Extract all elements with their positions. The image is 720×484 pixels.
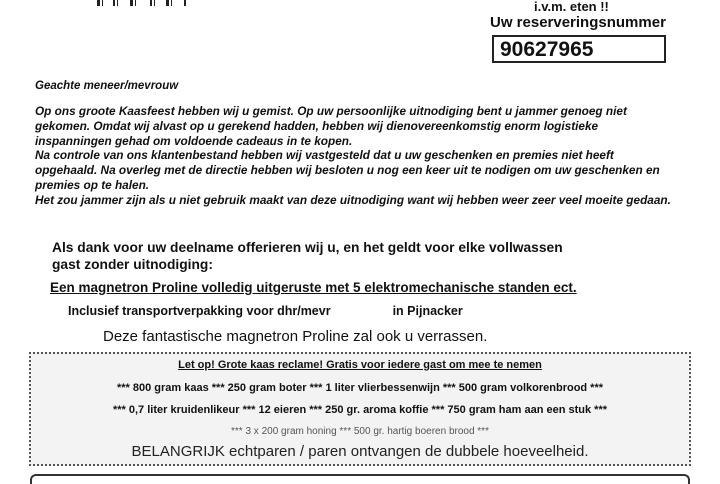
promo-items: *** 0,7 liter kruidenlikeur *** 12 eieren *** 250 gr. aroma koffie *** 750 gram ham aan een stuk *** bbox=[112, 404, 608, 416]
reservation-number: 90627965 bbox=[492, 35, 666, 63]
promo-box bbox=[29, 352, 691, 466]
transport-prefix: Inclusief transportverpakking voor dhr/mevr bbox=[68, 304, 331, 318]
offer-line: Als dank voor uw deelname offerieren wij u, en het geldt voor elke vollwassen bbox=[52, 240, 563, 255]
transport-location: in Pijnacker bbox=[392, 304, 463, 318]
promo-items: *** 3 x 200 gram honing *** 500 gr. hartig boeren brood *** bbox=[231, 426, 489, 437]
offer-line: gast zonder uitnodiging: bbox=[52, 257, 213, 272]
barcode-fragment bbox=[97, 0, 207, 6]
reservation-label: Uw reserveringsnummer bbox=[490, 14, 666, 31]
product-offer: Een magnetron Proline volledig uitgeruste met 5 elektromechanische standen ect. bbox=[50, 280, 577, 295]
promo-heading: Let op! Grote kaas reclame! Gratis voor iedere gast om mee te nemen bbox=[178, 359, 542, 371]
letter-paragraph: Op ons groote Kaasfeest hebben wij u gemist. Op uw persoonlijke uitnodiging bent u jammer genoeg niet gekomen. Omdat wij alvast op u gerekend hadden, hebben wij dienovereenkomstig enorm logistieke inspanningen gehad om voldoende cadeaus in te kopen. bbox=[35, 104, 627, 148]
letter-paragraph: Het zou jammer zijn als u niet gebruik maakt van deze uitnodiging want wij hebben weer zeer veel moeite gedaan. bbox=[35, 192, 671, 207]
transport-line bbox=[68, 304, 463, 318]
letter-greeting: Geachte meneer/mevrouw bbox=[35, 80, 179, 92]
next-box-edge bbox=[30, 474, 690, 484]
ivm-note: i.v.m. eten !! bbox=[534, 0, 609, 14]
promo-important-note: BELANGRIJK echtparen / paren ontvangen de dubbele hoeveelheid. bbox=[131, 443, 589, 460]
promo-items: *** 800 gram kaas *** 250 gram boter *** 1 liter vlierbessenwijn *** 500 gram volkorenbrood *** bbox=[116, 382, 604, 394]
letter-body bbox=[35, 104, 675, 208]
offer-text bbox=[52, 239, 692, 273]
product-tagline: Deze fantastische magnetron Proline zal ook u verrassen. bbox=[103, 328, 488, 345]
letter-paragraph: Na controle van ons klantenbestand hebben wij vastgesteld dat u uw geschenken en premies niet heeft opgehaald. Na overleg met de directie hebben wij besloten u nog een keer uit te nodigen om uw geschenken en premies op te halen. bbox=[35, 148, 660, 192]
